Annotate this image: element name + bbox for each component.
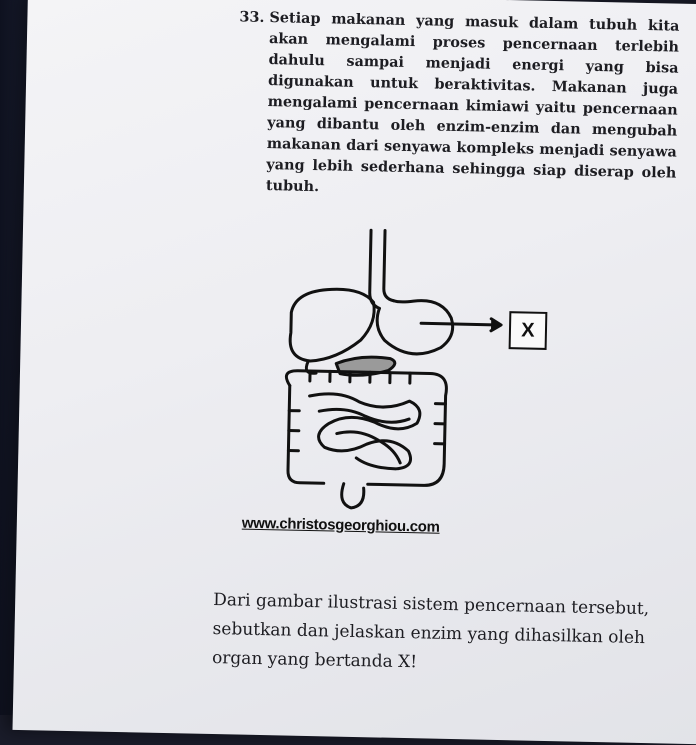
question-text: Setiap makanan yang masuk dalam tubuh kita akan mengalami proses pencernaan terlebih dahulu sampai menjadi energi yang bisa digunakan untuk beraktivitas. Makanan juga mengalami pencernaan kimiawi yaitu pencernaan yang dibantu oleh enzim-enzim dan mengubah makanan dari senyawa kompleks menjadi senyawa yang lebih sederhana sehingga siap diserap oleh tubuh. (265, 9, 680, 196)
question-prompt: Dari gambar ilustrasi sistem pencernaan tersebut, sebutkan dan jelaskan enzim yang dihasilkan oleh organ yang bertanda X! (211, 590, 650, 673)
question-number: 33. (239, 8, 265, 26)
large-intestine (284, 370, 447, 485)
small-intestine (308, 393, 420, 469)
rectum (341, 484, 364, 508)
digestive-system-illustration (247, 220, 583, 527)
organ-label-x: X (509, 311, 548, 350)
liver (290, 288, 375, 362)
stomach (376, 300, 453, 355)
digestive-system-diagram (247, 220, 583, 527)
esophagus (369, 230, 381, 308)
paper-sheet (13, 0, 696, 744)
question-block (236, 6, 680, 204)
image-source-url[interactable]: www.christosgeorghiou.com (241, 514, 440, 536)
label-arrow (421, 323, 499, 325)
